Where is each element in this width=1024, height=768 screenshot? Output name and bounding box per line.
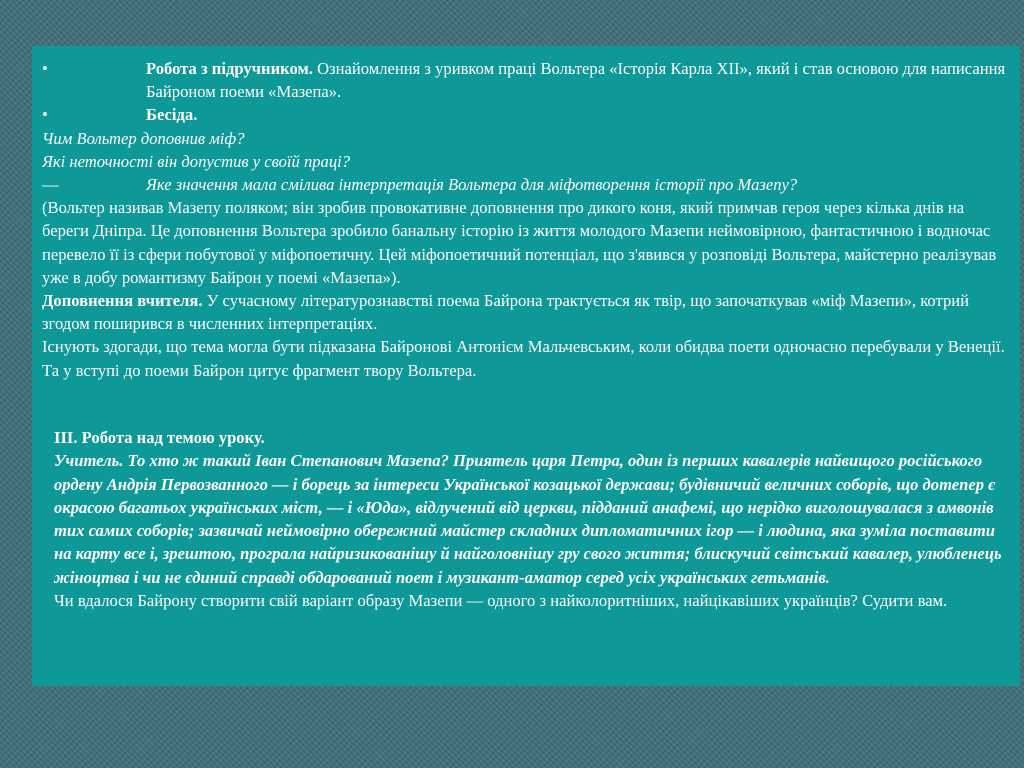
closing-question: Чи вдалося Байрону створити свій варіант образу Мазепи — одного з найколоритніших, найцікавіших українців? Судити вам.: [54, 591, 948, 611]
teacher-addition: [42, 289, 1014, 335]
slide-content-panel: [32, 46, 1020, 686]
section-heading: ІІІ. Робота над темою уроку.: [54, 428, 265, 447]
bullet-conversation: [42, 103, 1014, 126]
textbook-work-label: Робота з підручником.: [146, 59, 313, 78]
question-3-text: Яке значення мала смілива інтерпретація Вольтера для міфотворення історії про Мазепу?: [146, 175, 798, 195]
guess-paragraph: Існують здогади, що тема могла бути підказана Байронові Антонієм Мальчевським, коли обидва поети одночасно перебували у Венеції. Та у вступі до поеми Байрон цитує фрагмент твору Вольтера.: [42, 337, 1005, 380]
bullet-marker: •: [42, 59, 48, 78]
teacher-addition-text: У сучасному літературознавстві поема Байрона трактується як твір, що започаткував «міф Мазепи», котрий згодом поширився в численних інтерпретаціях.: [42, 291, 970, 334]
textbook-work-section: [42, 57, 1014, 382]
lesson-topic-section: [42, 426, 1014, 612]
teacher-addition-label: Доповнення вчителя.: [42, 291, 203, 311]
dash-marker: —: [42, 175, 59, 195]
textbook-work-text: Ознайомлення з уривком праці Вольтера «Історія Карла XII», який і став основою для написання Байроном поеми «Мазепа».: [146, 59, 1006, 102]
teacher-quote: Учитель. То хто ж такий Іван Степанович Мазепа? Приятель царя Петра, один із перших кавалерів найвищого російського ордену Андрія Первозванного — і борець за інтереси Української козацької держави; будівничий величних соборів, що дотепер є окрасою багатьох українських міст, — і «Юда», відлучений від церкви, підданий анафемі, що нерідко виголошувалася з амвонів тих самих соборів; зазвичай неймовірно обережний майстер складних дипломатичних ігор — і людина, яка зуміла поставити на карту все і, зрештою, програла найризикованішу й найголовнішу гру свого життя; блискучий світський кавалер, улюбленець жіноцтва і чи не єдиний справді обдарований поет і музикант-аматор серед усіх українських гетьманів.: [54, 451, 1002, 587]
conversation-label: Бесіда.: [146, 105, 198, 125]
question-3: [42, 173, 1014, 196]
question-1: Чим Вольтер доповнив міф?: [42, 128, 245, 148]
answer-paragraph: (Вольтер називав Мазепу поляком; він зробив провокативне доповнення про дикого коня, який примчав героя через кілька днів на береги Дніпра. Це доповнення Вольтера зробило банальну історію із життя молодого Мазепи неймовірною, фантастичною і водночас перевело її із сфери побутової у міфопоетичну. Цей міфопоетичний потенціал, що з'явився у розповіді Вольтера, майстерно реалізував уже в добу романтизму Байрон у поемі «Мазепа»).: [42, 198, 997, 287]
question-2: Які неточності він допустив у своїй праці?: [42, 151, 351, 171]
bullet-textbook-work: [42, 57, 1014, 103]
bullet-marker: •: [42, 105, 48, 125]
